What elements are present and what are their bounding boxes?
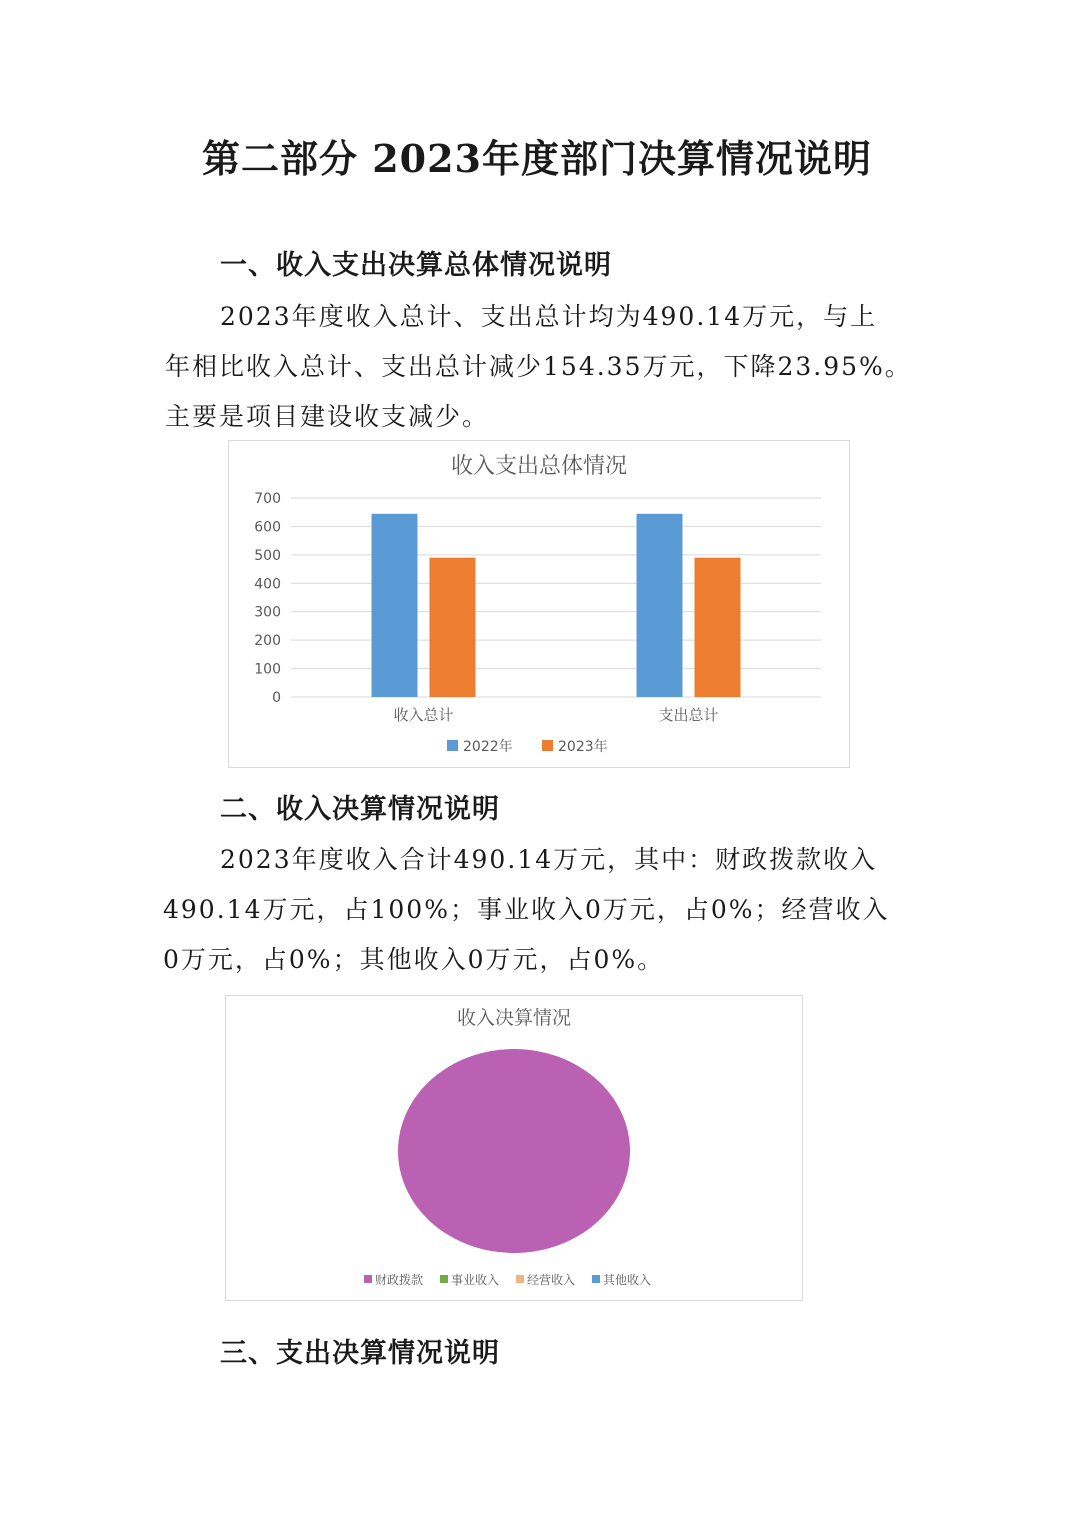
legend-label: 经营收入 [527, 1273, 576, 1287]
legend-swatch [516, 1275, 524, 1283]
y-tick-label: 700 [254, 491, 281, 507]
section-heading-2: 二、收入决算情况说明 [220, 794, 500, 825]
bar-2022年-支出总计 [637, 514, 683, 697]
x-tick-label: 收入总计 [393, 706, 454, 724]
legend-label: 其他收入 [603, 1273, 652, 1287]
legend-swatch [542, 740, 553, 751]
legend-label: 2023年 [558, 739, 608, 755]
section-heading-1: 一、收入支出决算总体情况说明 [220, 250, 612, 281]
y-tick-label: 300 [254, 604, 281, 621]
y-tick-label: 500 [254, 547, 281, 564]
legend-swatch [447, 740, 458, 751]
x-tick-label: 支出总计 [658, 706, 719, 724]
legend-label: 财政拨款 [375, 1273, 424, 1287]
y-tick-label: 200 [254, 633, 281, 650]
chart-title: 收入支出总体情况 [450, 454, 628, 479]
paragraph-line: 主要是项目建设收支减少。 [165, 402, 490, 431]
pie-chart [226, 996, 802, 1300]
pie-chart-frame [225, 995, 803, 1301]
pie-slice-财政拨款 [398, 1049, 630, 1253]
bar-chart [229, 441, 849, 767]
page-title: 第二部分 2023年度部门决算情况说明 [202, 136, 872, 181]
legend-swatch [364, 1275, 372, 1283]
legend-label: 事业收入 [451, 1273, 500, 1287]
legend-swatch [440, 1275, 448, 1283]
bar-2023年-收入总计 [430, 558, 476, 697]
y-tick-label: 100 [254, 661, 281, 678]
paragraph-line: 2023年度收入总计、支出总计均为490.14万元，与上 [220, 302, 878, 331]
paragraph-line: 年相比收入总计、支出总计减少154.35万元，下降23.95%。 [165, 352, 912, 381]
chart-title: 收入决算情况 [456, 1007, 572, 1029]
bar-2022年-收入总计 [372, 514, 418, 697]
paragraph-line: 2023年度收入合计490.14万元，其中：财政拨款收入 [220, 845, 878, 874]
y-tick-label: 600 [254, 519, 281, 536]
legend-label: 2022年 [463, 739, 513, 755]
bar-chart-frame [228, 440, 850, 768]
section-heading-3: 三、支出决算情况说明 [220, 1338, 500, 1369]
paragraph-line: 0万元，占0%；其他收入0万元，占0%。 [163, 945, 665, 974]
paragraph-line: 490.14万元，占100%；事业收入0万元，占0%；经营收入 [163, 895, 890, 924]
y-tick-label: 400 [254, 576, 281, 593]
bar-2023年-支出总计 [695, 558, 741, 697]
legend-swatch [592, 1275, 600, 1283]
y-tick-label: 0 [272, 690, 281, 706]
